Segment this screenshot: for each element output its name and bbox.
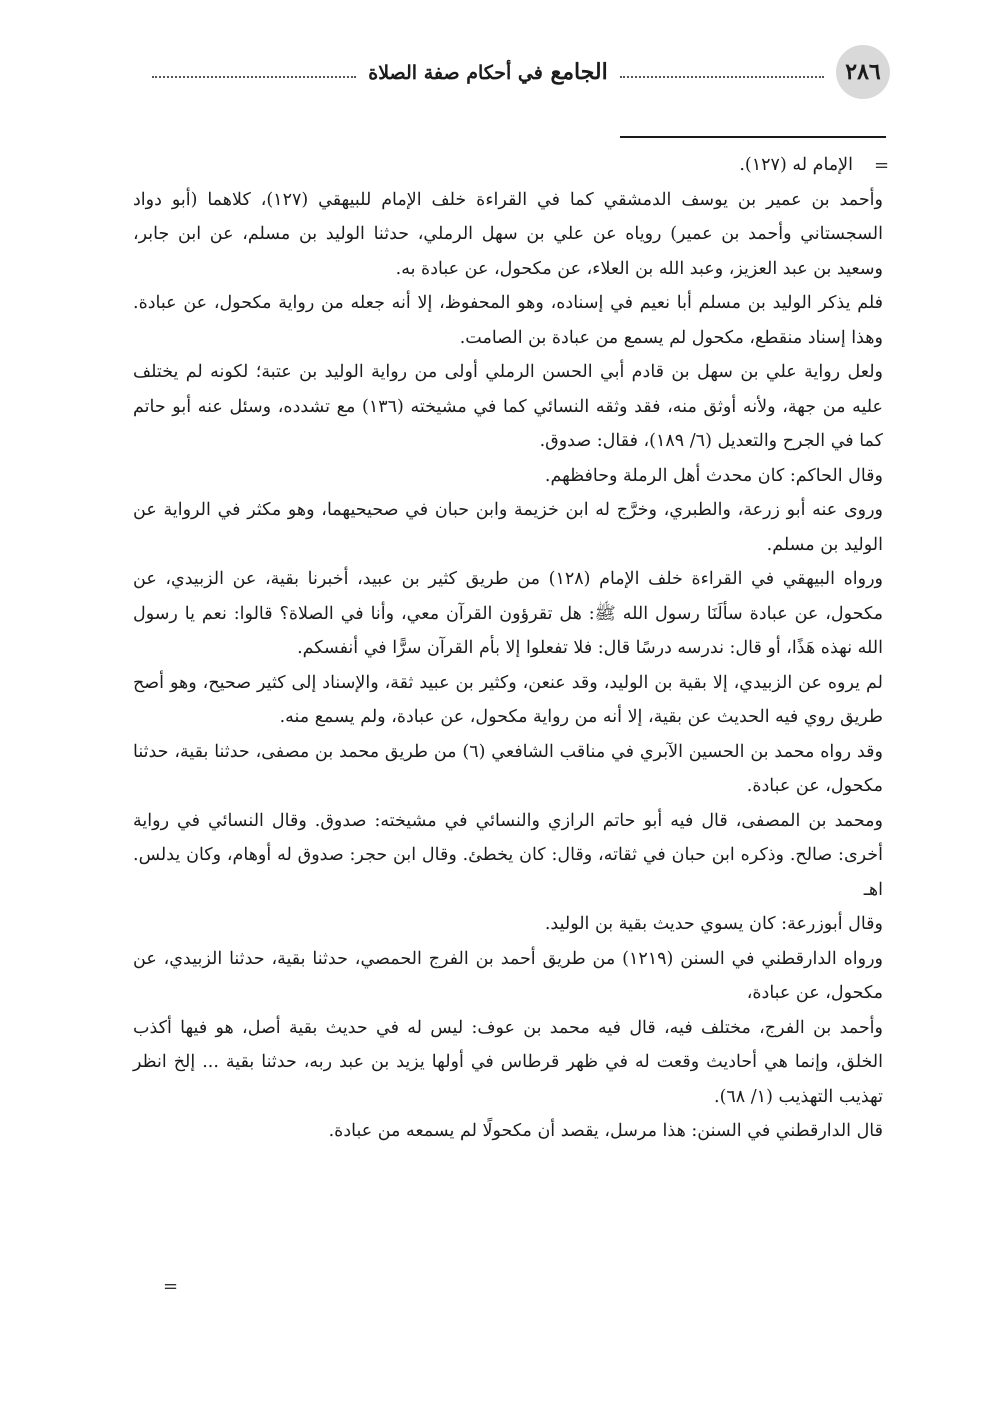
book-title (368, 59, 608, 85)
book-title-sub: في أحكام صفة الصلاة (368, 62, 543, 84)
paragraph: وقال أبوزرعة: كان يسوي حديث بقية بن الوليد. (544, 914, 883, 934)
paragraph: وروى عنه أبو زرعة، والطبري، وخرَّج له ابن خزيمة وابن حبان في صحيحيهما، وهو مكثر في الرواية عن الوليد بن مسلم. (133, 500, 883, 555)
continuation-mark-top: = (874, 155, 890, 176)
paragraph: ورواه الدارقطني في السنن (١٢١٩) من طريق أحمد بن الفرج الحمصي، حدثنا بقية، حدثنا الزبيدي، عن مكحول، عن عبادة، (133, 948, 883, 1003)
paragraph: ومحمد بن المصفى، قال فيه أبو حاتم الرازي والنسائي في مشيخته: صدوق. وقال النسائي في رواية أخرى: صالح. وذكره ابن حبان في ثقاته، وقال: كان يخطئ. وقال ابن حجر: صدوق له أوهام، وكان يدلس. اهـ (133, 810, 883, 900)
footnote-separator-line (620, 136, 886, 138)
page-number-badge: ٢٨٦ (836, 45, 890, 99)
paragraph: ورواه البيهقي في القراءة خلف الإمام (١٢٨) من طريق كثير بن عبيد، أخبرنا بقية، عن الزبيدي، عن مكحول، عن عبادة سألَنَا رسول الله ﷺ: هل تقرؤون القرآن معي، وأنا في الصلاة؟ قالوا: نعم يا رسول الله نهذه هَذًا، أو قال: ندرسه درسًا قال: فلا تفعلوا إلا بأم القرآن سرًّا في أنفسكم. (133, 569, 883, 658)
paragraph: فلم يذكر الوليد بن مسلم أبا نعيم في إسناده، وهو المحفوظ، إلا أنه جعله من رواية مكحول، عن عبادة. وهذا إسناد منقطع، مكحول لم يسمع من عبادة بن الصامت. (133, 293, 883, 348)
paragraph: الإمام له (١٢٧). (739, 155, 853, 175)
page-header (140, 44, 890, 100)
paragraph: قال الدارقطني في السنن: هذا مرسل، يقصد أن مكحولًا لم يسمعه من عبادة. (328, 1121, 883, 1141)
paragraph: وأحمد بن الفرج، مختلف فيه، قال فيه محمد بن عوف: ليس له في حديث بقية أصل، هو فيها أكذب الخلق، وإنما هي أحاديث وقعت له في ظهر قرطاس في أولها يزيد بن عبد ربه، حدثنا بقية ... إلخ انظر تهذيب التهذيب (١/ ٦٨). (133, 1017, 883, 1107)
book-title-main: الجامع (550, 59, 608, 85)
header-dotted-leader-right (620, 76, 824, 78)
paragraph: وأحمد بن عمير بن يوسف الدمشقي كما في القراءة خلف الإمام للبيهقي (١٢٧)، كلاهما (أبو دواد السجستاني وأحمد بن عمير) روياه عن علي بن سهل الرملي، حدثنا الوليد بن مسلم، عن ابن جابر، وسعيد بن عبد العزيز، وعبد الله بن العلاء، عن مكحول، عن عبادة به. (133, 189, 883, 279)
header-dotted-leader-left (152, 76, 356, 78)
footnote-text (133, 148, 883, 1149)
continuation-mark-bottom: = (163, 1276, 179, 1297)
paragraph: وقد رواه محمد بن الحسين الآبري في مناقب الشافعي (٦) من طريق محمد بن مصفى، حدثنا بقية، حدثنا مكحول، عن عبادة. (133, 741, 883, 796)
paragraph: لم يروه عن الزبيدي، إلا بقية بن الوليد، وقد عنعن، وكثير بن عبيد ثقة، والإسناد إلى كثير صحيح، وهو أصح طريق روي فيه الحديث عن بقية، إلا أنه من رواية مكحول، عن عبادة، ولم يسمع منه. (133, 672, 883, 727)
paragraph: وقال الحاكم: كان محدث أهل الرملة وحافظهم. (544, 465, 883, 486)
paragraph: ولعل رواية علي بن سهل بن قادم أبي الحسن الرملي أولى من رواية الوليد بن عتبة؛ لكونه لم يختلف عليه من جهة، ولأنه أوثق منه، فقد وثقه النسائي كما في مشيخته (١٣٦) مع تشدده، وسئل عنه أبو حاتم كما في الجرح والتعديل (٦/ ١٨٩)، فقال: صدوق. (133, 362, 883, 451)
